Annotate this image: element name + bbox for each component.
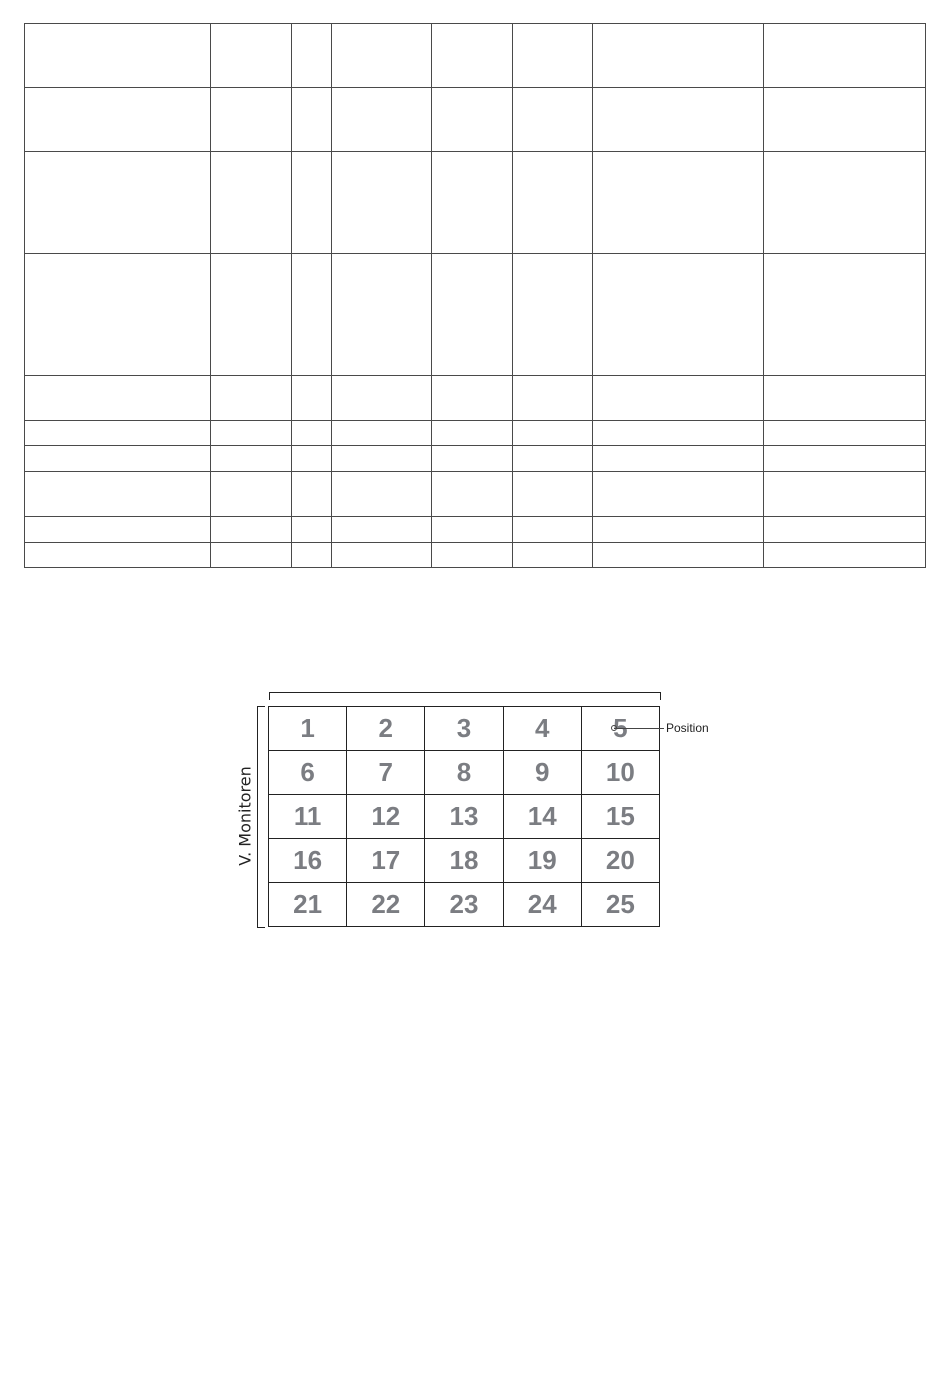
grid-cell: 19 — [504, 839, 582, 883]
vertical-monitors-bracket — [257, 706, 265, 928]
grid-cell: 24 — [504, 883, 582, 927]
grid-cell: 16 — [269, 839, 347, 883]
grid-cell: 17 — [347, 839, 425, 883]
grid-cell: 11 — [269, 795, 347, 839]
grid-cell: 8 — [425, 751, 503, 795]
grid-cell: 6 — [269, 751, 347, 795]
grid-cell: 18 — [425, 839, 503, 883]
position-pointer-line — [614, 728, 664, 729]
grid-cell: 4 — [504, 707, 582, 751]
grid-cell: 5 — [582, 707, 660, 751]
grid-cell: 10 — [582, 751, 660, 795]
grid-cell: 14 — [504, 795, 582, 839]
horizontal-monitors-bracket — [269, 692, 661, 700]
monitor-position-grid — [268, 706, 660, 927]
grid-cell: 9 — [504, 751, 582, 795]
grid-cell: 25 — [582, 883, 660, 927]
grid-cell: 22 — [347, 883, 425, 927]
grid-cell: 23 — [425, 883, 503, 927]
grid-cell: 2 — [347, 707, 425, 751]
grid-cell: 1 — [269, 707, 347, 751]
grid-cell: 13 — [425, 795, 503, 839]
vertical-monitors-label: V. Monitoren — [235, 766, 255, 866]
grid-cell: 3 — [425, 707, 503, 751]
grid-cell: 21 — [269, 883, 347, 927]
grid-cell: 20 — [582, 839, 660, 883]
position-label: Position — [666, 721, 709, 735]
grid-cell: 7 — [347, 751, 425, 795]
grid-cell: 12 — [347, 795, 425, 839]
grid-cell: 15 — [582, 795, 660, 839]
